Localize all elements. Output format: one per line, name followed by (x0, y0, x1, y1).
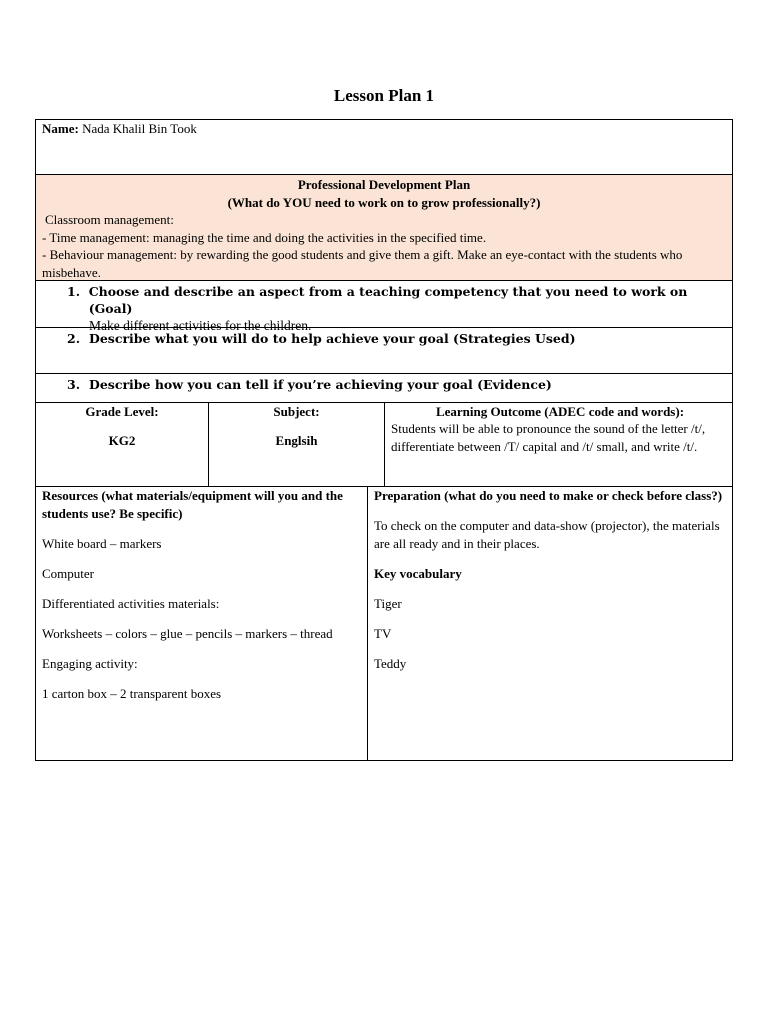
pdp-line-time: - Time management: managing the time and doing the activities in the specified time. (42, 229, 487, 245)
resource-item: Worksheets – colors – glue – pencils – markers – thread (42, 626, 333, 641)
pdp-subheading: (What do YOU need to work on to grow professionally?) (227, 194, 541, 210)
resources-cell (36, 487, 368, 760)
preparation-text: To check on the computer and data-show (projector), the materials are all ready and in their places. (374, 518, 720, 551)
learning-outcome-cell (385, 403, 733, 486)
pdp-topic: Classroom management: (45, 212, 174, 227)
resource-item: 1 carton box – 2 transparent boxes (42, 686, 222, 701)
page-title: Lesson Plan 1 (333, 86, 435, 105)
vocabulary-word: Teddy (374, 656, 407, 671)
evidence-row (36, 373, 732, 402)
goal-answer: Make different activities for the children. (89, 318, 312, 333)
professional-development-plan (36, 174, 732, 280)
name-row (36, 120, 732, 174)
evidence-question: Describe how you can tell if you’re achieving your goal (Evidence) (89, 377, 552, 392)
resource-item: Computer (42, 566, 94, 581)
subject-value: Englsih (275, 433, 318, 448)
resources-preparation-row (36, 486, 732, 760)
evidence-number: 3. (67, 377, 81, 392)
preparation-cell (368, 487, 732, 760)
name-value: Nada Khalil Bin Took (82, 121, 197, 136)
goal-number: 1. (67, 284, 81, 299)
grade-value: KG2 (108, 433, 136, 448)
subject-label: Subject: (273, 404, 320, 419)
vocabulary-word: Tiger (374, 596, 402, 611)
grade-cell (36, 403, 209, 486)
lesson-plan-table (35, 119, 733, 761)
learning-outcome-text: Students will be able to pronounce the sound of the letter /t/, differentiate between /T/ capital and /t/ small, and write /t/. (391, 421, 706, 454)
strategies-number: 2. (67, 331, 81, 346)
grade-label: Grade Level: (85, 404, 159, 419)
pdp-heading: Professional Development Plan (297, 177, 471, 192)
pdp-line-behaviour: - Behaviour management: by rewarding the good students and give them a gift. Make an eye-contact with the students who misbehave. (42, 247, 683, 280)
name-label: Name: (42, 121, 79, 136)
learning-outcome-label: Learning Outcome (ADEC code and words): (435, 404, 685, 419)
resource-item: White board – markers (42, 536, 162, 551)
goal-question: Choose and describe an aspect from a teaching competency that you need to work on (Goal) (88, 284, 688, 316)
strategies-question: Describe what you will do to help achieve your goal (Strategies Used) (89, 331, 576, 346)
resource-item: Engaging activity: (42, 656, 138, 671)
strategies-row (36, 327, 732, 373)
resources-heading: Resources (what materials/equipment will you and the students use? Be specific) (42, 488, 343, 521)
key-vocabulary-heading: Key vocabulary (374, 566, 462, 581)
preparation-heading: Preparation (what do you need to make or check before class?) (374, 488, 723, 503)
vocabulary-word: TV (374, 626, 392, 641)
goal-row (36, 280, 732, 333)
resource-item: Differentiated activities materials: (42, 596, 220, 611)
subject-cell (209, 403, 385, 486)
lesson-info-row (36, 402, 732, 486)
